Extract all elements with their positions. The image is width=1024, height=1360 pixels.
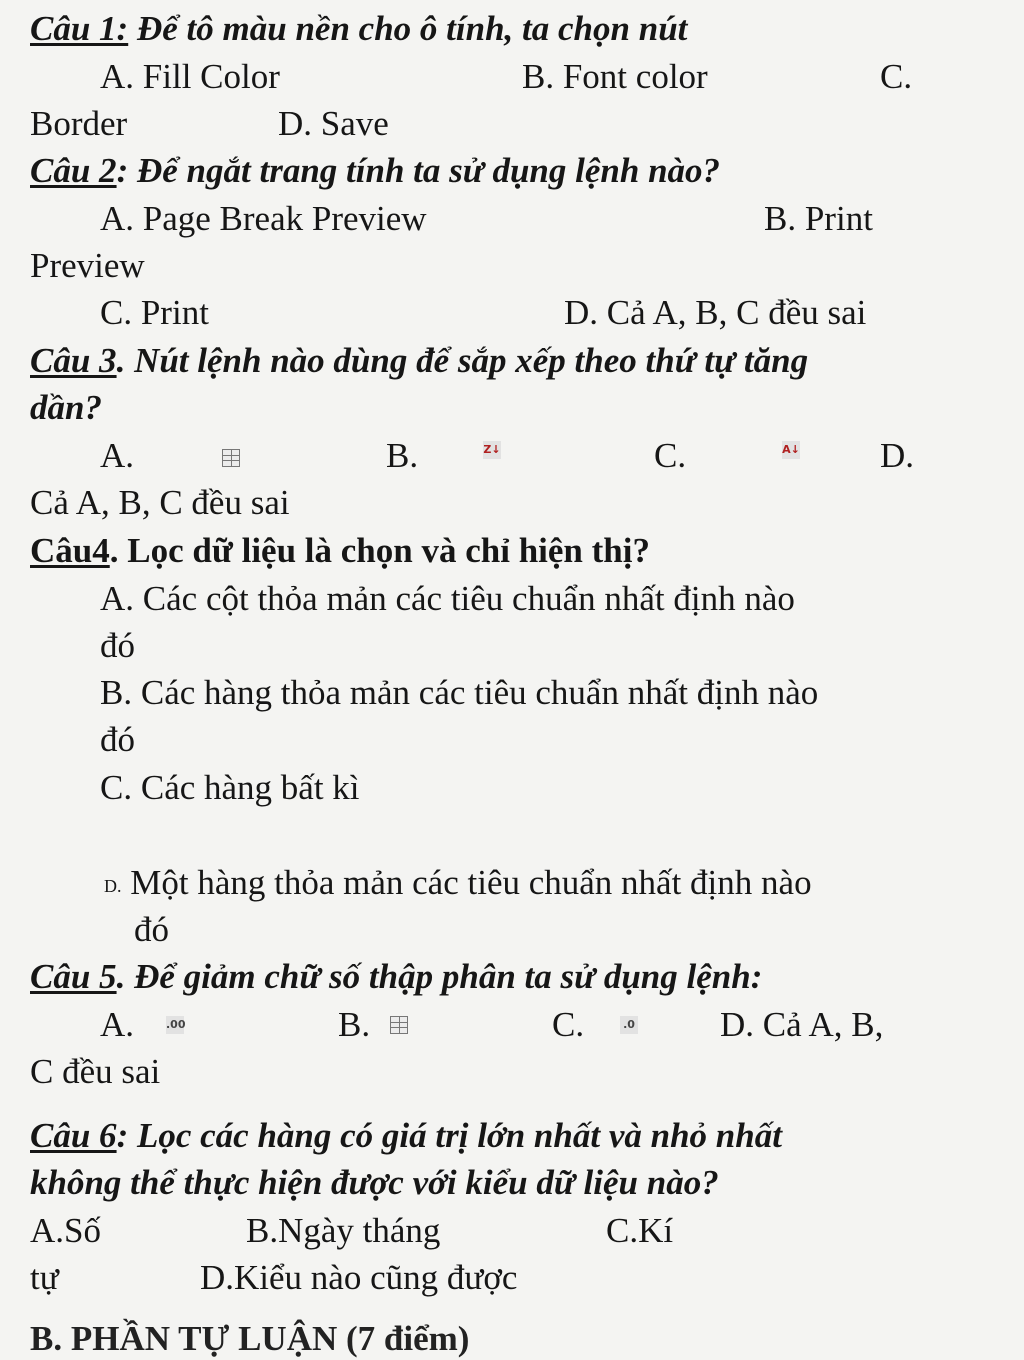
q3-label: Câu 3 [30,341,117,380]
q4-label: Câu4 [30,531,110,570]
q6-option-b: B.Ngày tháng [246,1211,441,1250]
q3-option-b: B. [386,436,419,475]
q5-question [30,956,762,998]
q4-option-d-text: Một hàng thỏa mản các tiêu chuẩn nhất định nào [121,863,812,902]
q4-text: . Lọc dữ liệu là chọn và chỉ hiện thị? [109,531,650,570]
q6-option-d: D.Kiểu nào cũng được [200,1258,518,1297]
q2-option-b: B. Print [764,199,873,238]
q4-option-d [104,862,812,907]
q6-option-c-cont: tự [30,1258,59,1297]
table-icon [390,1016,408,1034]
q6-option-c: C.Kí [606,1211,674,1250]
sort-ascending-icon: A↓ [782,441,800,459]
q5-option-a: A. [100,1005,135,1044]
q3-text: . Nút lệnh nào dùng để sắp xếp theo thứ tự tăng [116,341,809,380]
q2-option-a: A. Page Break Preview [100,199,427,238]
q5-label: Câu 5 [30,957,117,996]
q1-option-b: B. Font color [522,57,708,96]
q4-option-d-marker: D. [104,876,122,896]
q6-question-cont: không thể thực hiện được với kiểu dữ liệu nào? [30,1163,719,1202]
q2-option-d: D. Cả A, B, C đều sai [564,293,867,332]
q3-option-a: A. [100,436,135,475]
q1-text: Để tô màu nền cho ô tính, ta chọn nút [128,9,688,48]
q2-option-b-cont: Preview [30,246,145,285]
q4-option-c: C. Các hàng bất kì [100,768,360,807]
table-icon [222,449,240,467]
q6-question [30,1115,782,1157]
q4-option-a: A. Các cột thỏa mản các tiêu chuẩn nhất định nào [100,579,795,618]
q5-option-b: B. [338,1005,371,1044]
q6-text: : Lọc các hàng có giá trị lớn nhất và nhỏ nhất [116,1116,782,1155]
q4-option-b-cont: đó [100,720,135,759]
q4-option-a-cont: đó [100,626,135,665]
q4-question [30,530,650,572]
q6-label: Câu 6 [30,1116,117,1155]
q4-option-b: B. Các hàng thỏa mản các tiêu chuẩn nhất định nào [100,673,819,712]
q3-option-d-cont: Cả A, B, C đều sai [30,483,290,522]
q5-option-c: C. [552,1005,585,1044]
decrease-decimal-icon: .00 [166,1016,184,1034]
q5-option-d: D. Cả A, B, [720,1005,884,1044]
q2-label: Câu 2 [30,151,117,190]
increase-decimal-icon: .0 [620,1016,638,1034]
q1-option-a: A. Fill Color [100,57,280,96]
q3-question-cont: dần? [30,388,102,427]
q5-text: . Để giảm chữ số thập phân ta sử dụng lệnh: [116,957,763,996]
q4-option-d-cont: đó [134,910,169,949]
q3-option-c: C. [654,436,687,475]
q5-option-d-cont: C đều sai [30,1052,161,1091]
q1-question [30,8,687,50]
q2-question [30,150,720,192]
q3-question [30,340,808,382]
q1-option-c: C. [880,57,913,96]
q2-text: : Để ngắt trang tính ta sử dụng lệnh nào? [116,151,721,190]
q1-label: Câu 1: [30,9,129,48]
q1-option-d: D. Save [278,104,389,143]
sort-descending-icon: Z↓ [483,441,501,459]
section-heading-cut: B. PHẦN TỰ LUẬN (7 điểm) [30,1319,470,1358]
q1-option-c-cont: Border [30,104,128,143]
q2-option-c: C. Print [100,293,209,332]
q6-option-a: A.Số [30,1211,101,1250]
q3-option-d: D. [880,436,915,475]
